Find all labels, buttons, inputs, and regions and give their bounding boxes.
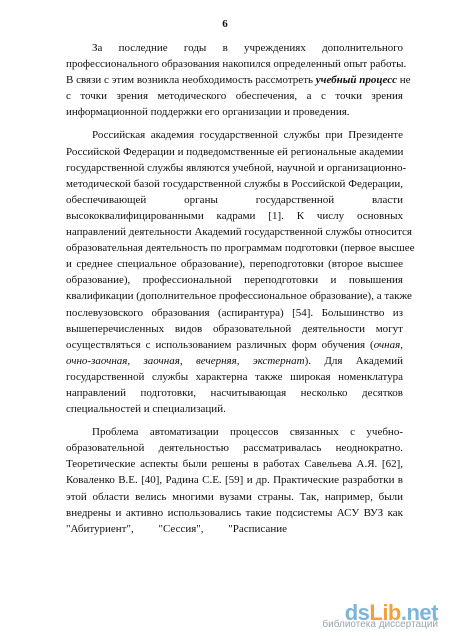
text-line: высококвалифицированными кадрами [1]. К числу основных [66,209,403,222]
text-line: и среднее специальное образование), переподготовки (второе высшее [66,258,403,271]
text-line: профессионального образования накопился определенный опыт работы. [66,58,407,71]
text-line: информационной поддержки его организации и проведения. [66,106,350,119]
text-line: Проблема автоматизации процессов связанных с учебно- [92,426,403,439]
emphasis: очно-заочная, заочная, вечерняя, экстернат [66,354,305,367]
text-line: этой области велись многими вузами страны. Так, например, были [66,490,403,503]
text-line: вышеперечисленных видов образовательной деятельности могут [66,322,403,335]
text-line: государственной службы являются учебной, научной и организационно- [66,161,407,174]
text-line: государственной службы характерна также широкая номенклатура [66,370,403,383]
text-line: образовательной деятельностью рассматривалась неоднократно. [66,442,403,455]
text-line: внедрены и активно использовались такие подсистемы АСУ ВУЗ как [66,506,403,519]
text-line: В связи с этим возникла необходимость рассмотреть учебный процесс не [66,74,411,87]
text-line: За последние годы в учреждениях дополнительного [92,42,403,54]
text-line: методической базой государственной службы в Российской Федерации, [66,177,403,190]
text-line: Теоретические аспекты были решены в работах Савельева А.Я. [62], [66,458,403,471]
emphasis: очная, [373,338,403,351]
text-line: обеспечивающей органы государственной власти [66,193,403,206]
text-line: образование), профессиональной переподготовки и повышения [66,274,403,287]
text-line: "Абитуриент", "Сессия", "Расписание [66,522,287,535]
text-line: осуществляться с использованием различных форм обучения (очная, [66,338,403,351]
watermark-subtitle: библиотека диссертаций [322,619,438,630]
text-line: Российской Федерации и подведомственные ей региональные академии [66,145,404,158]
text-line: направлений деятельности Академий государственной службы относится [66,226,412,239]
text-line: специальностей и специализаций. [66,403,226,416]
text-line: с точки зрения методического обеспечения, а с точки зрения [66,90,403,103]
logo-icon: dsLib.net [344,600,438,625]
text-line: направлений подготовки, насчитывающая несколько десятков [66,386,403,399]
text-line: Коваленко В.Е. [40], Радина С.Е. [59] и др. Практические разработки в [66,474,403,487]
text-line: образовательная деятельность по программам подготовки (первое высшее [66,242,415,255]
document-text [66,40,415,537]
emphasis: учебный процесс [315,74,398,87]
text-line: Российская академия государственной службы при Президенте [92,129,403,142]
text-line: квалификации (дополнительное профессиональное образование), а также [66,290,412,303]
text-line: послевузовского образования (аспирантура) [54]. Большинство из [66,306,403,319]
text-line: очно-заочная, заочная, вечерняя, экстернат). Для Академий [66,354,404,367]
page-number: 6 [222,18,228,30]
